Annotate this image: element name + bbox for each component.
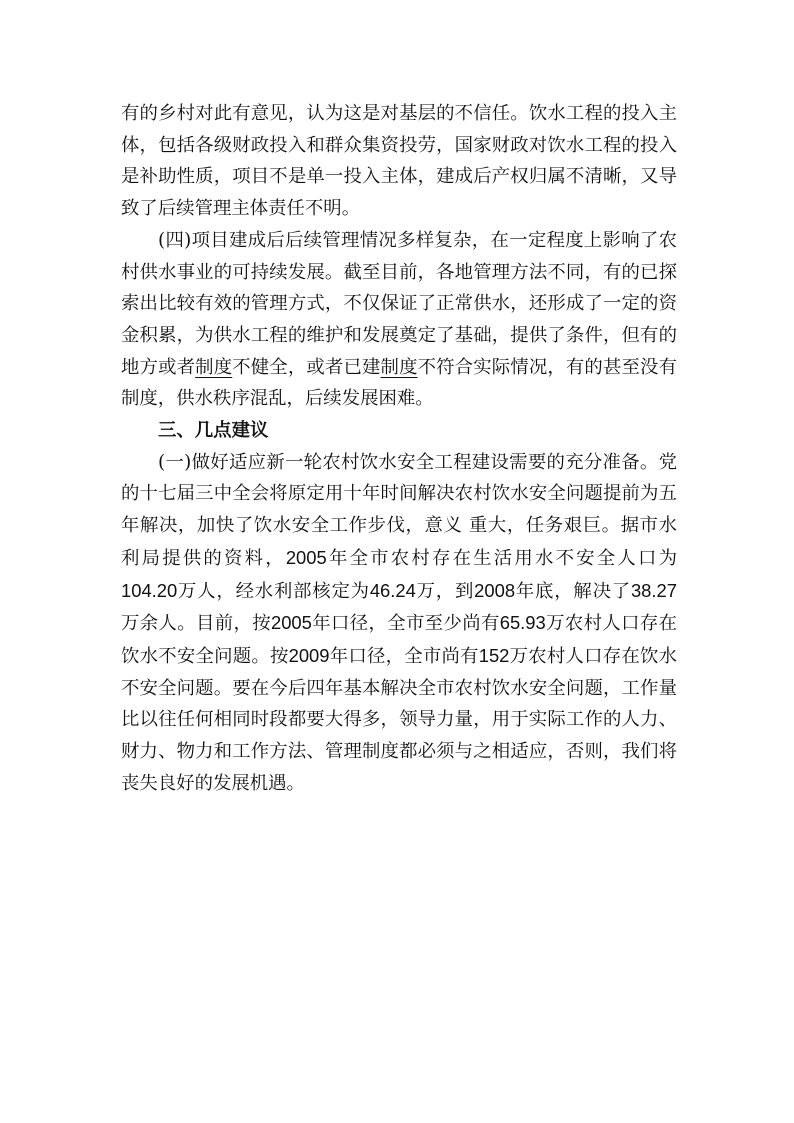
number: 2005 <box>270 612 312 634</box>
text-segment: 年全市农村存在生活用水不安全人口为 <box>326 547 677 569</box>
number: 104.20 <box>121 579 178 601</box>
text-segment: 万，到 <box>415 580 475 602</box>
section-heading: 三、几点建议 <box>158 420 269 442</box>
number: 46.24 <box>369 579 416 601</box>
number: 38.27 <box>630 579 677 601</box>
text-segment: 年口径，全市尚有 <box>329 645 479 667</box>
number: 2005 <box>285 546 327 568</box>
paragraph-preparation <box>121 447 677 800</box>
underlined-term: 制度 <box>380 356 418 378</box>
number: 2009 <box>288 644 330 666</box>
text-segment: 不健全，或者已建 <box>232 356 381 378</box>
number: 2008 <box>474 579 516 601</box>
text-segment: (四)项目建成后后续管理情况多样复杂，在一定程度上影响了农村供水事业的可持续发展。截至目前，各地管理方法不同，有的已探索出比较有效的管理方式，不仅保证了正常供水，还形成了一定的资金积累，为供水工程的维护和发展奠定了基础，提供了条件，但有的地方或者 <box>121 229 677 378</box>
text-segment: 万余人。目前，按 <box>121 613 271 635</box>
paragraph-management <box>121 225 677 415</box>
number: 152 <box>478 644 510 666</box>
paragraph-continuation: 有的乡村对此有意见，认为这是对基层的不信任。饮水工程的投入主体，包括各级财政投入和群众集资投劳，国家财政对饮水工程的投入是补助性质，项目不是单一投入主体，建成后产权归属不清晰，又导致了后续管理主体责任不明。 <box>121 103 677 220</box>
document-body <box>121 98 677 799</box>
text-segment: (一)做好适应新一轮农村饮水安全工程建设需要的充分准备。党的十七届三中全会将原定用十年时间解决农村饮水安全问题提前为五年解决，加快了饮水安全工作步伐，意义 重大，任务艰巨。据市水利局提供的资料， <box>121 451 677 569</box>
text-segment: 年口径，全市至少尚有 <box>311 613 500 635</box>
underlined-term: 制度 <box>195 356 233 378</box>
text-segment: 万人，经水利部核定为 <box>177 580 370 602</box>
text-segment: 万农村人口存在饮水不安全问题。要在今后四年基本解决全市农村饮水安全问题，工作量比以往任何相同时段都要大得多，领导力量，用于实际工作的人力、财力、物力和工作方法、管理制度都必须与之相适应，否则，我们将丧失良好的发展机遇。 <box>121 645 677 794</box>
text-segment: 万农村人口存在饮水不安全问题。按 <box>121 613 677 667</box>
text-segment: 年底，解决了 <box>515 580 631 602</box>
number: 65.93 <box>499 612 546 634</box>
text-segment: 不符合实际情况，有的甚至没有制度，供水秩序混乱，后续发展困难。 <box>121 356 677 410</box>
